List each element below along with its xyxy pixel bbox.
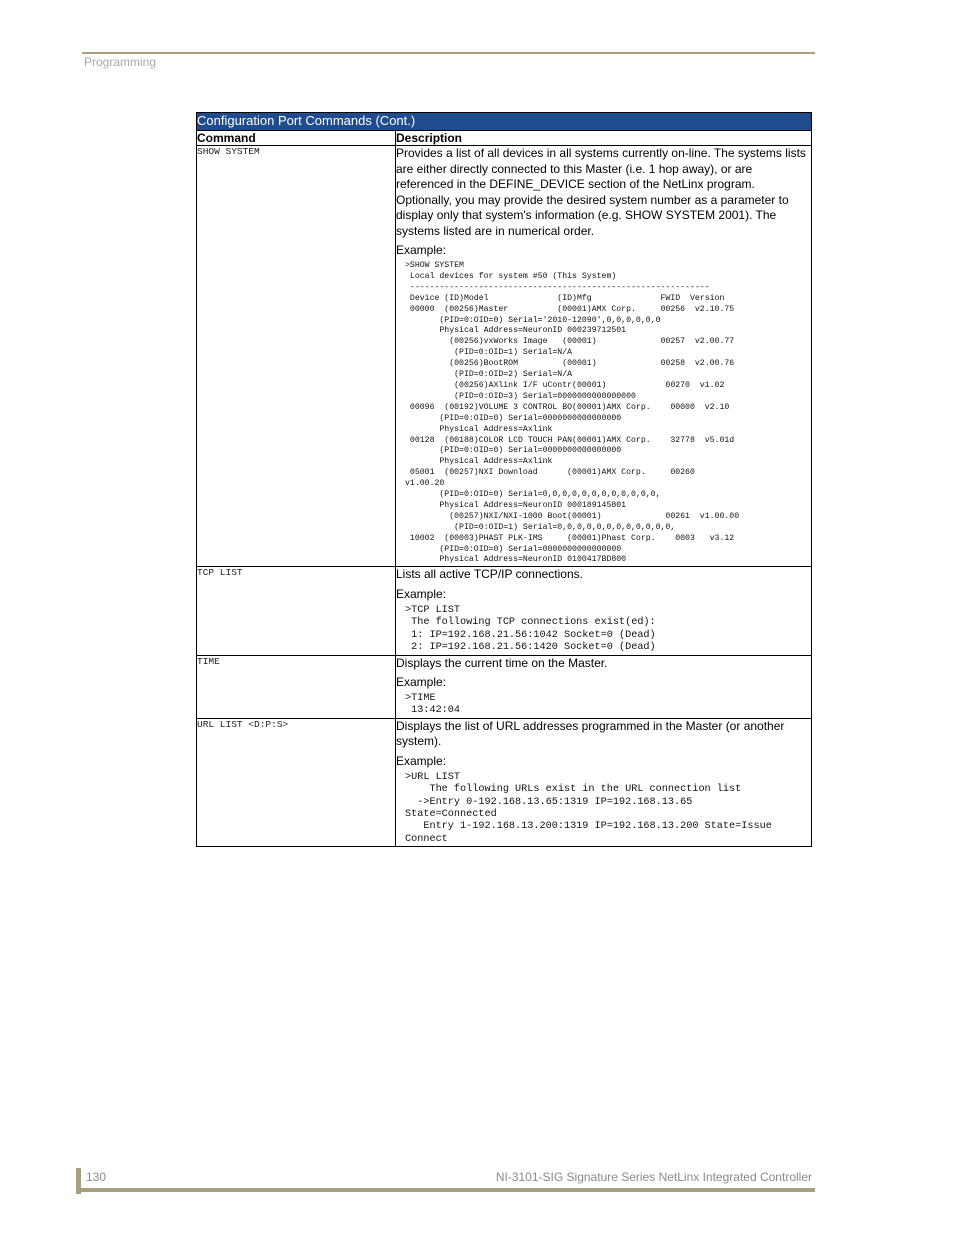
table-row (197, 567, 812, 655)
example-label: Example: (396, 753, 447, 768)
table-row (197, 146, 812, 567)
page-number: 130 (86, 1170, 107, 1184)
example-label: Example: (396, 586, 447, 601)
column-header-description: Description (396, 131, 812, 146)
command-time: TIME (197, 655, 396, 718)
header-rule (82, 52, 815, 54)
table-row (197, 718, 812, 846)
footer-rule (76, 1188, 815, 1192)
example-code: >TCP LIST The following TCP connections exist(ed): 1: IP=192.168.21.56:1042 Socket=0 (Dead) 2: IP=192.168.21.56:1420 Socket=0 (Dead) (405, 604, 656, 654)
table-title: Configuration Port Commands (Cont.) (197, 113, 812, 131)
command-show-system: SHOW SYSTEM (197, 146, 396, 567)
commands-table (196, 112, 812, 847)
example-label: Example: (396, 243, 447, 257)
document-title: NI-3101-SIG Signature Series NetLinx Integrated Controller (495, 1170, 812, 1184)
description-text: Displays the current time on the Master. (396, 655, 608, 670)
example-code: >TIME 13:42:04 (405, 693, 461, 717)
table-row (197, 655, 812, 718)
description-text: Lists all active TCP/IP connections. (396, 567, 583, 582)
column-header-command: Command (197, 131, 396, 146)
description-text: Provides a list of all devices in all systems currently on-line. The systems lists are either directly connected to this Master (i.e. 1 hop away), or are referenced in the DEFINE_DEVICE section of the NetLinx program. Optionally, you may provide the desired system number as a parameter to display only that system's information (e.g. SHOW SYSTEM 2001). The systems listed are in numerical order. (396, 146, 806, 238)
command-tcp-list: TCP LIST (197, 567, 396, 655)
section-label: Programming (84, 55, 157, 69)
example-code: >URL LIST The following URLs exist in the URL connection list ->Entry 0-192.168.13.65:1319 IP=192.168.13.65 State=Connected Entry 1-192.168.13.200:1319 IP=192.168.13.200 State=Issue Connect (405, 771, 772, 845)
example-code: >SHOW SYSTEM Local devices for system #50 (This System) ------------------------------------------------------------- Device (ID)Model (ID)Mfg FWID Version 00000 (00256)Master (00001)AMX Corp. 00256 v2.10.75 (PID=0:OID=0) Serial='2010-12090',0,0,0,0,0,0 Physical Address=NeuronID 000239712501 (00256)vxWorks Image (00001) 00257 v2.00.77 (PID=0:OID=1) Serial=N/A (00256)BootROM (00001) 00258 v2.00.76 (PID=0:OID=2) Serial=N/A (00256)AXlink I/F uContr(00001) 00270 v1.02 (PID=0:OID=3) Serial=0000000000000000 00096 (00192)VOLUME 3 CONTROL BO(00001)AMX Corp. 00000 v2.10 (PID=0:OID=0) Serial=0000000000000000 Physical Address=Axlink 00128 (00188)COLOR LCD TOUCH PAN(00001)AMX Corp. 32778 v5.01d (PID=0:OID=0) Serial=0000000000000000 Physical Address=Axlink 05001 (00257)NXI Download (00001)AMX Corp. 00260 v1.00.20 (PID=0:OID=0) Serial=0,0,0,0,0,0,0,0,0,0,0,0, Physical Address=NeuronID 000189145801 (00257)NXI/NXI-1000 Boot(00001) 00261 v1.00.00 (PID=0:OID=1) Serial=0,0,0,0,0,0,0,0,0,0,0,0, 10002 (00003)PHAST PLK-IMS (00001)Phast Corp. 0003 v3.12 (PID=0:OID=0) Serial=0000000000000000 Physical Address=NeuronID 0100417BD800 (405, 261, 740, 565)
example-label: Example: (396, 675, 447, 689)
command-url-list: URL LIST <D:P:S> (197, 718, 396, 846)
description-text: Displays the list of URL addresses programmed in the Master (or another system). (396, 718, 785, 749)
